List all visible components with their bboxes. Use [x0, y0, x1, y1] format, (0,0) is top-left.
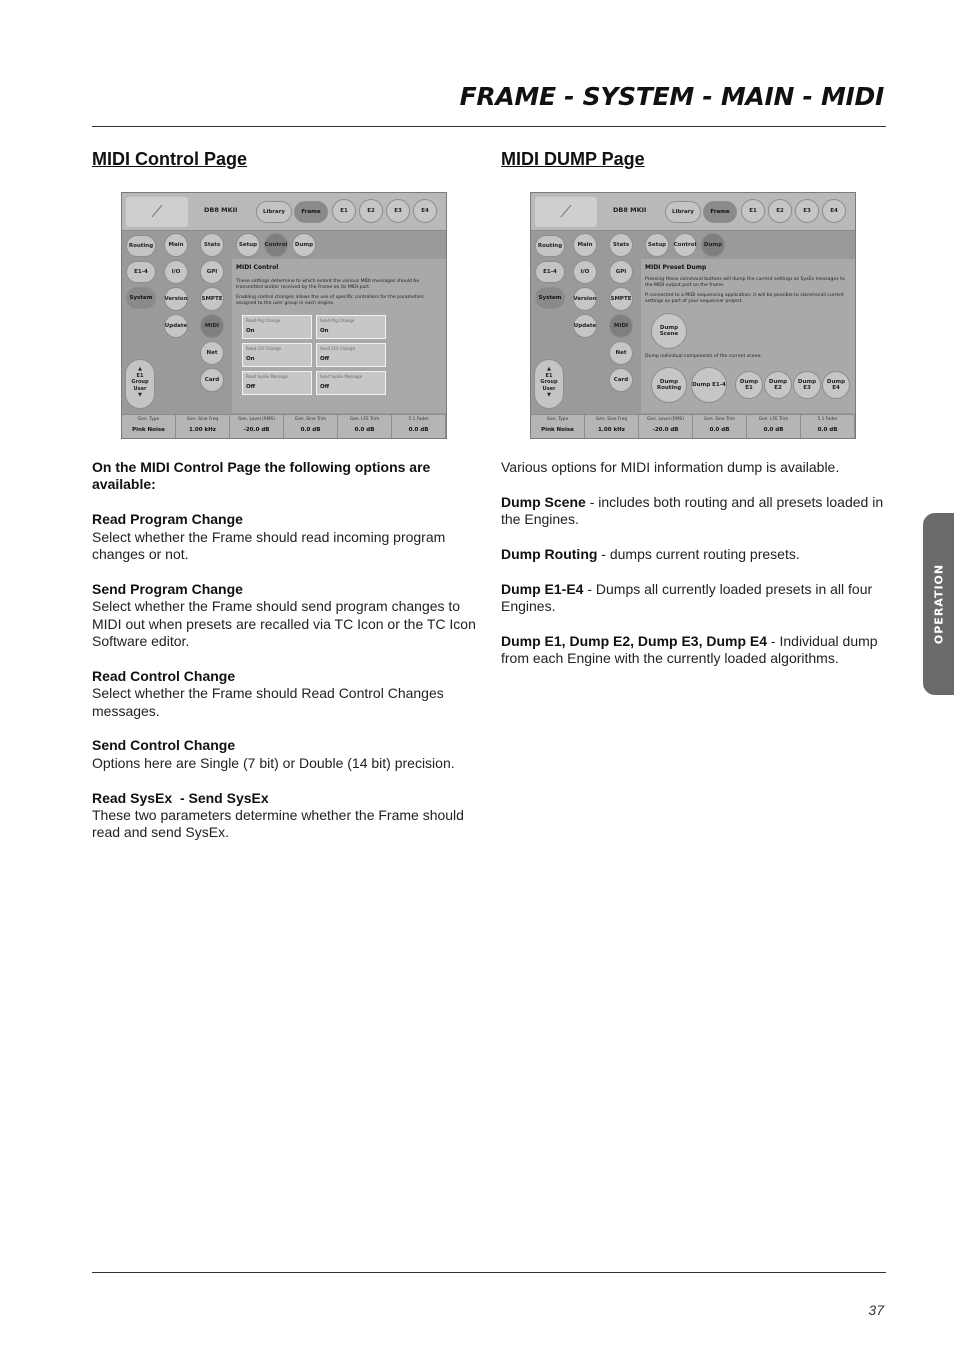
tab-library[interactable]: Library	[665, 201, 701, 223]
item-desc: - includes both routing and all presets loaded in the Engines.	[501, 493, 884, 528]
tab-e3[interactable]: E3	[795, 199, 819, 223]
tab-frame[interactable]: Frame	[703, 201, 737, 223]
item-term: Dump E1, Dump E2, Dump E3, Dump E4	[501, 633, 768, 649]
nav-gpi[interactable]: GPI	[609, 260, 633, 284]
cell-value: 0.0 dB	[354, 427, 375, 433]
item-send-program-change	[92, 581, 478, 651]
nav-e1-4[interactable]: E1-4	[535, 261, 565, 283]
gen-sine-trim-cell[interactable]	[284, 415, 338, 438]
nav-system[interactable]: System	[126, 287, 156, 309]
nav-midi[interactable]: MIDI	[200, 314, 224, 338]
screen-model: DB8 MKII	[204, 206, 238, 214]
screen-top-bar	[531, 193, 855, 231]
nav-net[interactable]: Net	[609, 341, 633, 365]
screen-text-3: Dump individual components of the current scene:	[645, 354, 762, 359]
dump-routing-button[interactable]: Dump Routing	[651, 367, 687, 403]
user-engine: E1	[545, 372, 553, 379]
operation-side-tab	[923, 513, 954, 695]
nav-routing[interactable]: Routing	[535, 235, 565, 257]
field-read-sysex[interactable]	[242, 371, 312, 395]
content-panel	[641, 259, 855, 413]
cell-value: 0.0 dB	[300, 427, 321, 433]
subtab-setup[interactable]: Setup	[645, 233, 669, 257]
side-tab-label: OPERATION	[932, 563, 945, 645]
midi-control-screenshot	[121, 192, 447, 439]
user-group-selector[interactable]	[534, 359, 564, 409]
cell-label: Gen. Sine Trim	[294, 417, 327, 422]
item-term: Read Program Change	[92, 511, 243, 528]
tab-library[interactable]: Library	[256, 201, 292, 223]
tab-e1[interactable]: E1	[332, 199, 356, 223]
item-term: Send Program Change	[92, 580, 243, 597]
item-term: Dump Scene	[501, 493, 586, 510]
user-label: User	[133, 385, 147, 392]
up-arrow-icon: ▲	[547, 366, 551, 372]
cell-value: 1.00 kHz	[598, 427, 625, 433]
item-term: Send Control Change	[92, 737, 236, 754]
subtab-control[interactable]: Control	[673, 233, 697, 257]
item-desc: Select whether the Frame should send program changes to MIDI out when presets are recalled via TC Icon or the TC Icon Software editor.	[92, 598, 476, 650]
nav-io[interactable]: I/O	[573, 260, 597, 284]
nav-gpi[interactable]: GPI	[200, 260, 224, 284]
cell-label: Gen. LFE Trim	[758, 417, 789, 422]
user-group-label: Group	[131, 379, 149, 385]
field-value: Off	[246, 384, 256, 390]
nav-e1-4[interactable]: E1-4	[126, 261, 156, 283]
gen-sine-trim-cell[interactable]	[693, 415, 747, 438]
dump-e1-button[interactable]: Dump E1	[735, 371, 763, 399]
left-intro	[92, 459, 478, 494]
cell-label: Gen. Sine Trim	[703, 417, 736, 422]
cell-label: Gen. Sine Freq	[186, 417, 219, 422]
nav-card[interactable]: Card	[609, 368, 633, 392]
item-desc: - Dumps all currently loaded presets in all four Engines.	[501, 580, 873, 615]
field-value: On	[320, 328, 329, 334]
item-term: Read SysEx - Send SysEx	[92, 789, 269, 806]
field-send-ctrl-change[interactable]	[316, 343, 386, 367]
item-desc: Options here are Single (7 bit) or Double (14 bit) precision.	[92, 754, 455, 771]
screen-heading: MIDI Preset Dump	[645, 264, 707, 271]
item-send-control-change	[92, 737, 478, 772]
nav-update[interactable]: Update	[573, 314, 597, 338]
cell-value: Pink Noise	[132, 427, 165, 433]
item-dump-scene	[501, 494, 887, 529]
screen-heading: MIDI Control	[236, 264, 279, 271]
tab-e4[interactable]: E4	[413, 199, 437, 223]
user-engine: E1	[136, 372, 144, 379]
tab-e1[interactable]: E1	[741, 199, 765, 223]
left-column-text	[92, 459, 478, 859]
tab-e2[interactable]: E2	[768, 199, 792, 223]
cell-label: 5.1 Fader	[817, 417, 838, 422]
nav-main[interactable]: Main	[573, 233, 597, 257]
bottom-rule	[92, 1272, 886, 1273]
nav-net[interactable]: Net	[200, 341, 224, 365]
right-intro: Various options for MIDI information dump is available.	[501, 459, 840, 475]
field-read-prg-change[interactable]	[242, 315, 312, 339]
item-desc: - Individual dump from each Engine with the currently loaded algorithms.	[501, 633, 878, 667]
item-term: Read Control Change	[92, 667, 236, 684]
cell-label: Gen. Sine Freq	[595, 417, 628, 422]
field-label: Read Prg Change	[246, 318, 281, 323]
fader-cell[interactable]	[392, 415, 446, 438]
screen-text-2: Enabling control changes allows the use of specific controllers for the parameters assigned to the user group in each engine.	[236, 295, 424, 306]
field-read-ctrl-change[interactable]	[242, 343, 312, 367]
gen-level-cell[interactable]	[639, 415, 693, 438]
down-arrow-icon: ▼	[138, 392, 142, 398]
gen-lfe-trim-cell[interactable]	[338, 415, 392, 438]
content-panel	[232, 259, 446, 413]
field-label: Send Ctrl Change	[320, 346, 356, 351]
nav-io[interactable]: I/O	[164, 260, 188, 284]
item-desc: Select whether the Frame should Read Control Changes messages.	[92, 685, 444, 719]
screen-top-bar	[122, 193, 446, 231]
dump-e3-button[interactable]: Dump E3	[793, 371, 821, 399]
screen-model: DB8 MKII	[613, 206, 647, 214]
user-group-label: Group	[540, 379, 558, 385]
midi-dump-section-title: MIDI DUMP Page	[501, 149, 645, 169]
page-number: 37	[868, 1302, 884, 1318]
cell-label: Gen. Level (RMS)	[238, 417, 275, 422]
nav-midi[interactable]: MIDI	[609, 314, 633, 338]
gen-type-cell[interactable]	[531, 415, 585, 438]
item-term: Dump E1-E4	[501, 580, 584, 597]
item-read-send-sysex	[92, 790, 478, 842]
screen-text-1: These settings determine to which extent the various MIDI messages should be transmitted and/or received by the Frame on its MIDI port.	[236, 279, 420, 290]
cell-label: Gen. Type	[137, 417, 160, 422]
field-value: Off	[320, 356, 330, 362]
user-label: User	[542, 385, 556, 392]
cell-value: 0.0 dB	[408, 427, 429, 433]
item-read-program-change	[92, 511, 478, 563]
cell-label: Gen. Type	[546, 417, 569, 422]
up-arrow-icon: ▲	[138, 366, 142, 372]
field-send-sysex[interactable]	[316, 371, 386, 395]
field-value: Off	[320, 384, 330, 390]
nav-routing[interactable]: Routing	[126, 235, 156, 257]
generator-bar	[531, 414, 855, 438]
down-arrow-icon: ▼	[547, 392, 551, 398]
right-column-text	[501, 459, 887, 685]
subtab-dump[interactable]: Dump	[701, 233, 725, 257]
cell-label: Gen. Level (RMS)	[647, 417, 684, 422]
nav-update[interactable]: Update	[164, 314, 188, 338]
field-label: Send SysEx Message	[320, 374, 363, 379]
cell-label: 5.1 Fader	[408, 417, 429, 422]
nav-card[interactable]: Card	[200, 368, 224, 392]
gen-freq-cell[interactable]	[176, 415, 230, 438]
nav-smpte[interactable]: SMPTE	[200, 287, 224, 311]
cell-value: 1.00 kHz	[189, 427, 216, 433]
nav-stats[interactable]: Stats	[609, 233, 633, 257]
midi-dump-screenshot	[530, 192, 856, 439]
nav-main[interactable]: Main	[164, 233, 188, 257]
tc-logo-icon: ⟋	[535, 197, 597, 227]
item-desc: - dumps current routing presets.	[597, 546, 800, 562]
cell-value: Pink Noise	[541, 427, 574, 433]
field-send-prg-change[interactable]	[316, 315, 386, 339]
item-read-control-change	[92, 668, 478, 720]
cell-value: 0.0 dB	[709, 427, 730, 433]
fader-cell[interactable]	[801, 415, 855, 438]
cell-label: Gen. LFE Trim	[349, 417, 380, 422]
field-label: Send Prg Change	[320, 318, 355, 323]
dump-e2-button[interactable]: Dump E2	[764, 371, 792, 399]
cell-value: -20.0 dB	[243, 427, 270, 433]
item-term: Dump Routing	[501, 546, 598, 562]
subtab-control[interactable]: Control	[264, 233, 288, 257]
screen-text-1: Pressing these command buttons will dump the current settings as SysEx messages to the MIDI output port on the frame.	[645, 277, 845, 288]
gen-type-cell[interactable]	[122, 415, 176, 438]
tab-e2[interactable]: E2	[359, 199, 383, 223]
nav-smpte[interactable]: SMPTE	[609, 287, 633, 311]
tab-frame[interactable]: Frame	[294, 201, 328, 223]
cell-value: -20.0 dB	[652, 427, 679, 433]
subtab-setup[interactable]: Setup	[236, 233, 260, 257]
item-dump-individual	[501, 633, 887, 668]
user-group-selector[interactable]	[125, 359, 155, 409]
left-intro-text: On the MIDI Control Page the following options are available:	[92, 459, 431, 493]
dump-e1-4-button[interactable]: Dump E1-4	[691, 367, 727, 403]
cell-value: 0.0 dB	[763, 427, 784, 433]
tab-e4[interactable]: E4	[822, 199, 846, 223]
nav-version[interactable]: Version	[164, 287, 188, 311]
nav-stats[interactable]: Stats	[200, 233, 224, 257]
generator-bar	[122, 414, 446, 438]
tc-logo-icon: ⟋	[126, 197, 188, 227]
field-value: On	[246, 328, 255, 334]
top-rule	[92, 126, 886, 127]
cell-value: 0.0 dB	[817, 427, 838, 433]
field-value: On	[246, 356, 255, 362]
dump-e4-button[interactable]: Dump E4	[822, 371, 850, 399]
dump-scene-button[interactable]: Dump Scene	[651, 313, 687, 349]
screen-text-2: If connected to a MIDI sequencing application, it will be possible to store/recall current settings as part of your sequencer project.	[645, 293, 844, 304]
item-dump-e1-e4	[501, 581, 887, 616]
gen-freq-cell[interactable]	[585, 415, 639, 438]
midi-control-section-title: MIDI Control Page	[92, 149, 248, 169]
nav-system[interactable]: System	[535, 287, 565, 309]
nav-version[interactable]: Version	[573, 287, 597, 311]
gen-level-cell[interactable]	[230, 415, 284, 438]
page-header-title: FRAME - SYSTEM - MAIN - MIDI	[459, 82, 884, 111]
item-dump-routing	[501, 546, 887, 563]
tab-e3[interactable]: E3	[386, 199, 410, 223]
field-label: Read Ctrl Change	[246, 346, 282, 351]
item-desc: These two parameters determine whether the Frame should read and send SysEx.	[92, 807, 468, 841]
subtab-dump[interactable]: Dump	[292, 233, 316, 257]
field-label: Read SysEx Message	[246, 374, 289, 379]
gen-lfe-trim-cell[interactable]	[747, 415, 801, 438]
item-desc: Select whether the Frame should read incoming program changes or not.	[92, 528, 446, 563]
